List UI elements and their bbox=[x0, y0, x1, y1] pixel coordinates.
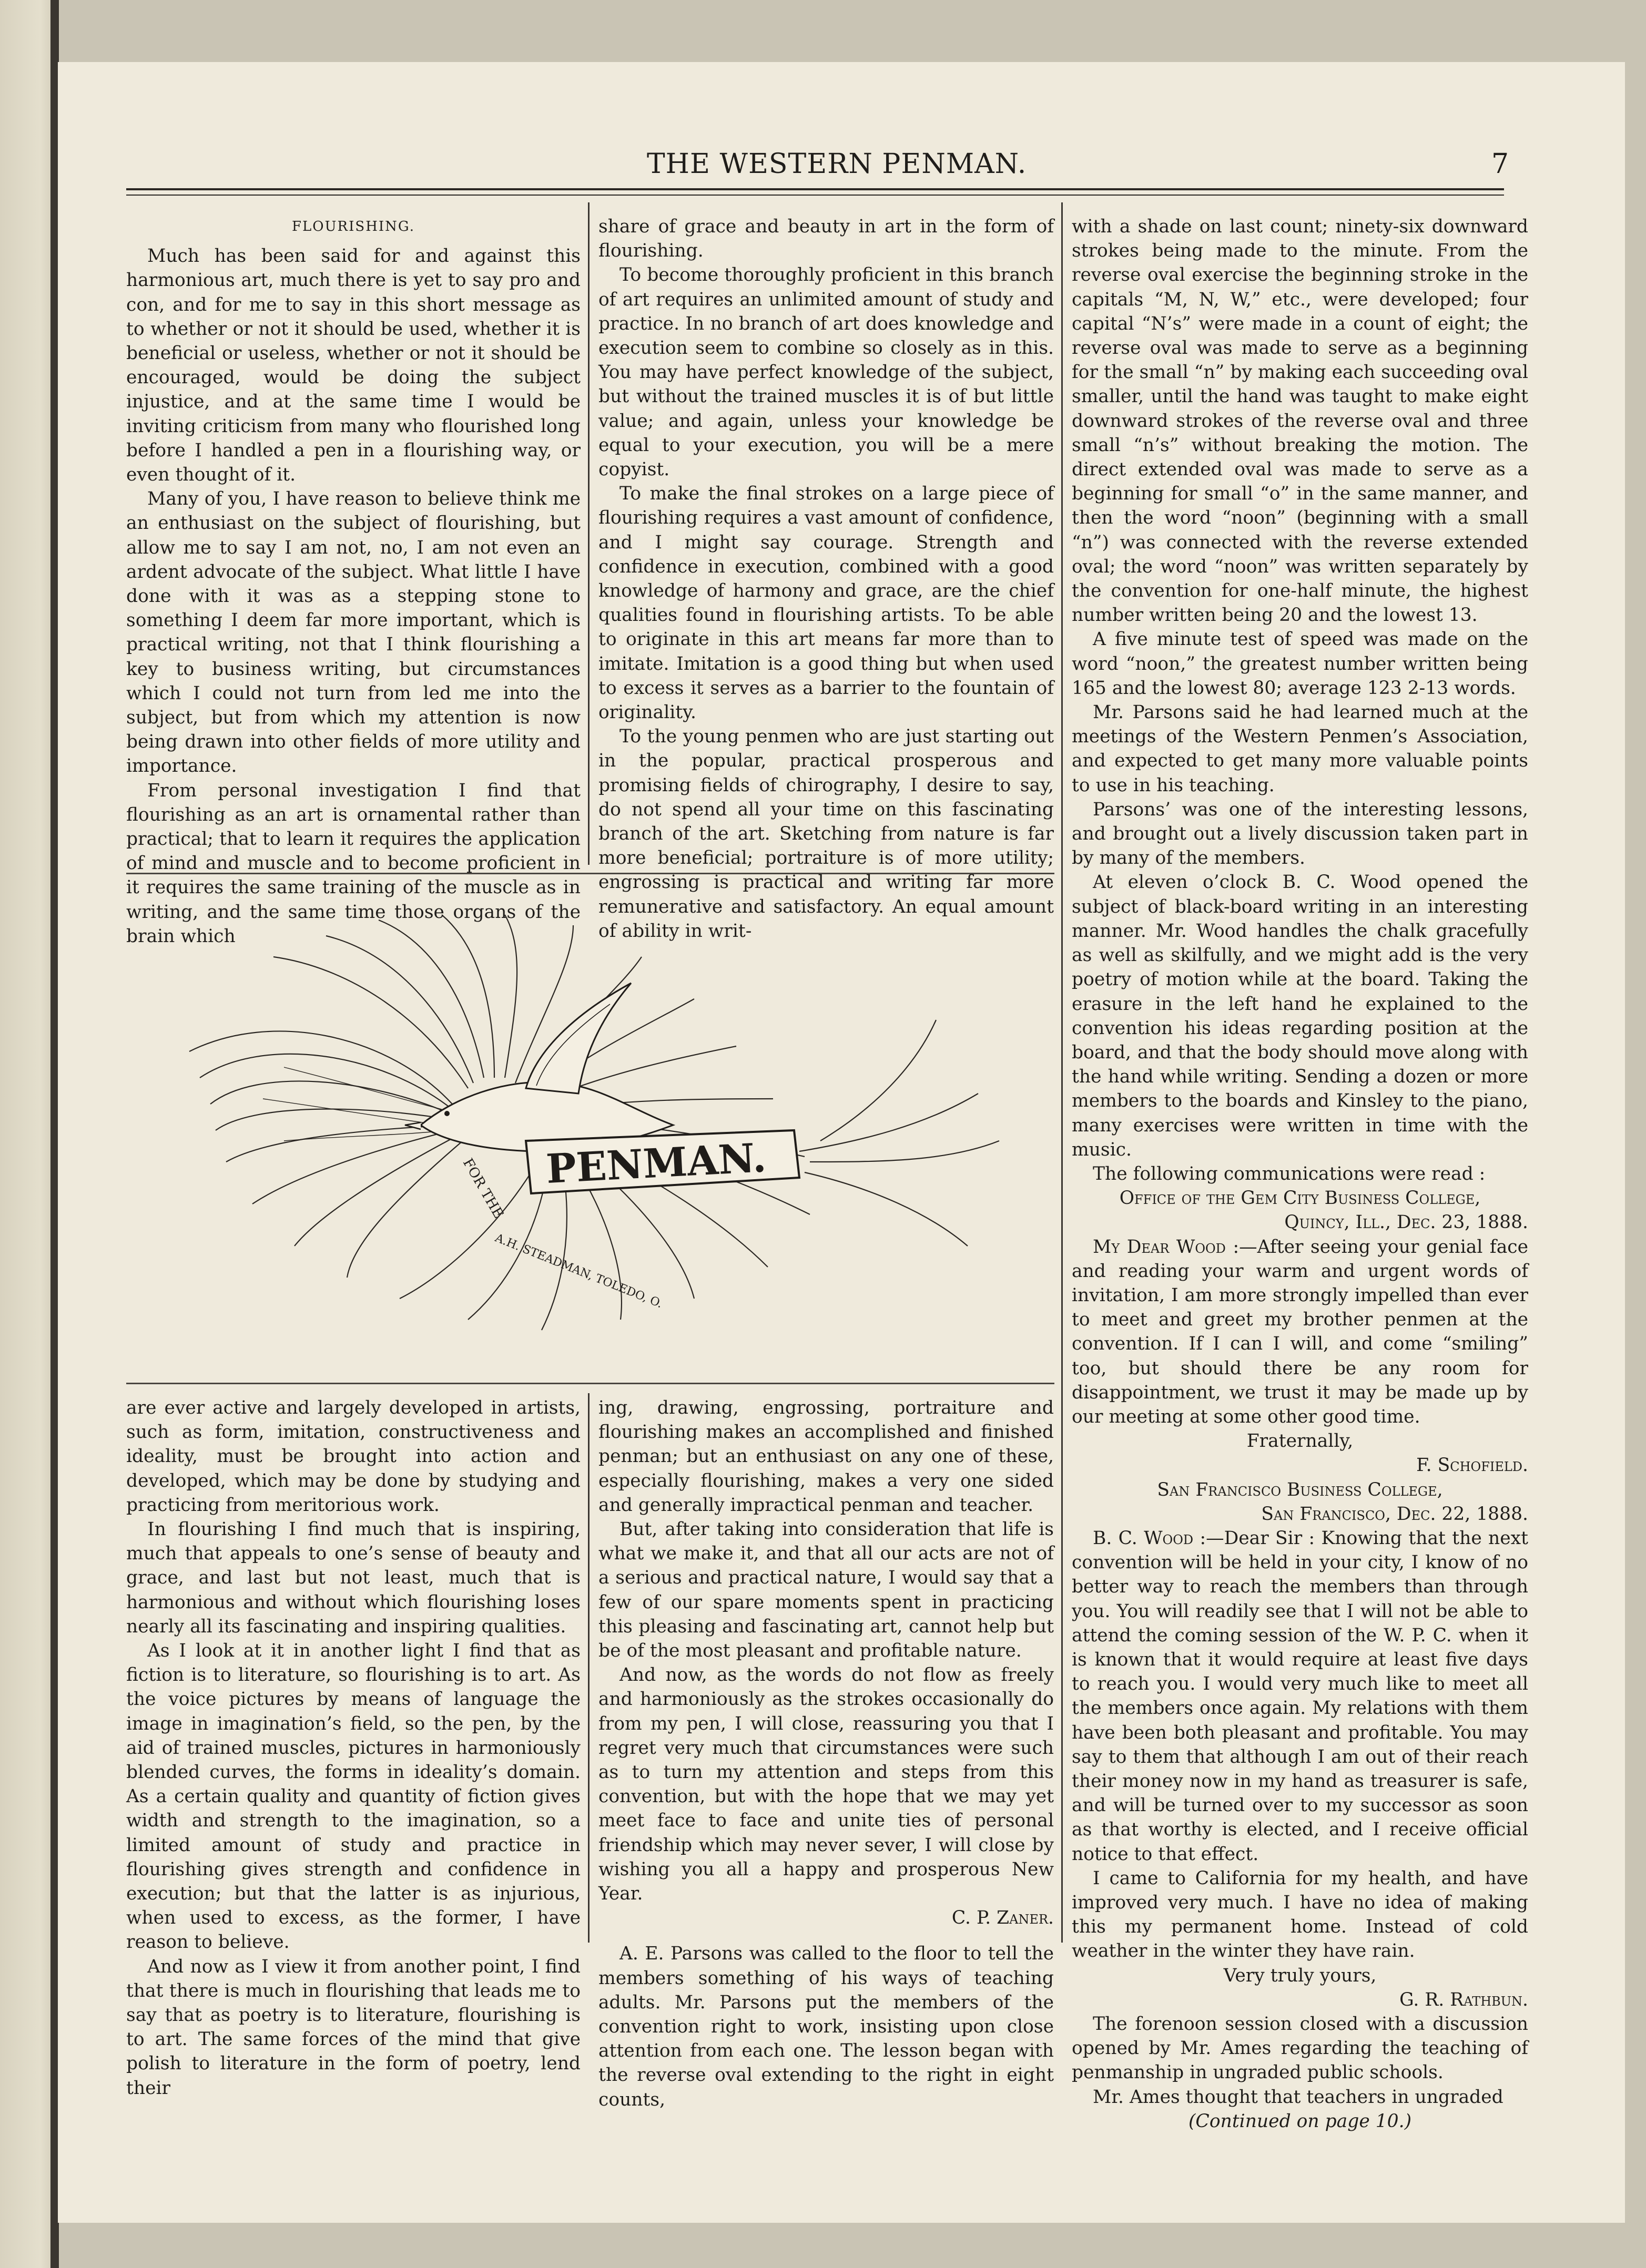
paragraph: And now as I view it from another point, I find that there is much in flourishing that leads me to say that as poetry is to literature, flourishing is to art. The same forces of the mind that give polish to literature in the form of poetry, lend their bbox=[126, 1956, 581, 2099]
paragraph: Many of you, I have reason to believe think me an enthusiast on the subject of flourishing, but allow me to say I am not, no, I am not even an ardent advocate of the subject. What little I have done with it was as a stepping stone to something I deem far more important, which is practical writing, not that I think flourishing a key to business writing, but circumstances which I could not turn from led me into the subject, but from which my attention is now being drawn into other fields of more utility and importance. bbox=[126, 488, 581, 777]
page-number: 7 bbox=[1491, 148, 1509, 180]
letter-heading: Office of the Gem City Business College, bbox=[1119, 1188, 1481, 1209]
letter-date: Quincy, Ill., Dec. 23, 1888. bbox=[1284, 1212, 1528, 1233]
paragraph: ing, drawing, engrossing, portraiture and flourishing makes an accomplished and finished penman; but an enthusiast on any one of these, especially flourishing, makes a very one sided and generally impractical penman and teacher. bbox=[598, 1397, 1054, 1516]
paragraph: Parsons’ was one of the interesting lessons, and brought out a lively discussion taken part in by many of the members. bbox=[1072, 799, 1528, 869]
paragraph: From personal investigation I find that flourishing as an art is ornamental rather than practical; that to learn it requires the application of mind and muscle and to become proficient in it requires the same training of the muscle as in writing, and the same time those organs of the brain which bbox=[126, 780, 581, 947]
article-heading: FLOURISHING. bbox=[292, 219, 415, 234]
letter-body bbox=[1072, 1235, 1528, 1429]
column-divider bbox=[588, 202, 590, 865]
paragraph: share of grace and beauty in art in the form of flourishing. bbox=[598, 216, 1054, 262]
letter-heading: San Francisco Business College, bbox=[1157, 1479, 1443, 1500]
running-head: THE WESTERN PENMAN. bbox=[647, 148, 1027, 180]
paragraph: I came to California for my health, and have improved very much. I have no idea of making this my permanent home. Instead of cold weather in the winter they have rain. bbox=[1072, 1867, 1528, 1962]
paragraph: A five minute test of speed was made on the word “noon,” the greatest number written being 165 and the lowest 80; average 123 2-13 words. bbox=[1072, 629, 1528, 699]
paragraph: To the young penmen who are just starting out in the popular, practical prosperous and promising fields of chirography, I desire to say, do not spend all your time on this fascinating branch of the art. Sketching from nature is far more beneficial; portraiture is of more utility; engrossing is practical and writing far more remunerative and satisfactory. An equal amount of ability in writ- bbox=[598, 726, 1054, 942]
header-rule-thin bbox=[126, 195, 1504, 196]
paragraph: To become thoroughly proficient in this branch of art requires an unlimited amount of study and practice. In no branch of art does knowledge and execution seem to combine so closely as in this. You may have perfect knowledge of the subject, but without the trained muscles it is of but little value; and again, unless your knowledge be equal to your execution, you will be a mere copyist. bbox=[598, 264, 1054, 481]
paragraph: Mr. Ames thought that teachers in ungraded bbox=[1093, 2086, 1503, 2108]
column-divider bbox=[588, 1393, 590, 1943]
author-signature: C. P. Zaner. bbox=[951, 1907, 1054, 1929]
paragraph: A. E. Parsons was called to the floor to tell the members something of his ways of teaching adults. Mr. Parsons put the members of the convention right to work, insisting upon close attention from each one. The lesson began with the reverse oval extending to the right in eight counts, bbox=[598, 1943, 1054, 2110]
article-column-1-continued bbox=[126, 1396, 581, 2100]
paragraph: As I look at it in another light I find that as fiction is to literature, so flourishing is to art. As the voice pictures by means of language the image in imagination’s field, so the pen, by the aid of trained muscles, pictures in harmoniously blended curves, the forms in ideality’s domain. As a certain quality and quantity of fiction gives width and strength to the imagination, so a limited amount of study and practice in flourishing gives strength and confidence in execution; but that the latter is as injurious, when used to excess, as the former, I have reason to believe. bbox=[126, 1640, 581, 1953]
paragraph: The forenoon session closed with a discussion opened by Mr. Ames regarding the teaching of penmanship in ungraded public schools. bbox=[1072, 2014, 1528, 2083]
paragraph: In flourishing I find much that is inspiring, much that appeals to one’s sense of beauty and grace, and last but not least, much that is harmonious and without which flourishing loses nearly all its fascinating and inspiring qualities. bbox=[126, 1519, 581, 1637]
letter-text: :—Dear Sir : Knowing that the next convention will be held in your city, I know of no better way to reach the members than through you. You will readily see that I will not be able to attend the coming session of the W. P. C. when it is known that it would require at least five days to reach you. I would very much like to meet all the members once again. My relations with them have been both pleasant and profitable. You may say to them that although I am out of their reach their money now in my hand as treasurer is safe, and will be turned over to my successor as soon as that worthy is elected, and I receive official notice to that effect. bbox=[1072, 1527, 1529, 1865]
letter-close: Fraternally, bbox=[1246, 1431, 1354, 1452]
letter-signature: F. Schofield. bbox=[1416, 1455, 1528, 1476]
article-column-3 bbox=[1072, 214, 1528, 2133]
paragraph: At eleven o’clock B. C. Wood opened the subject of black-board writing in an interesting manner. Mr. Wood handles the chalk gracefully as well as skilfully, and we might add is the very poetry of motion while at the board. Taking the erasure in the left hand he explained to the convention his ideas regarding position at the board, and that the body should move along with the hand while writing. Sending a dozen or more members to the boards and Kinsley to the piano, many exercises were written in time with the music. bbox=[1072, 872, 1528, 1160]
paragraph: Mr. Parsons said he had learned much at the meetings of the Western Penmen’s Association, and expected to get many more valuable points to use in his teaching. bbox=[1072, 702, 1528, 796]
book-spine bbox=[0, 0, 58, 2268]
header-rule bbox=[126, 188, 1504, 190]
letter-close: Very truly yours, bbox=[1223, 1965, 1377, 1986]
paragraph: are ever active and largely developed in artists, such as form, imitation, constructiveness and ideality, must be brought into action and developed, which may be done by studying and practicing from meritorious work. bbox=[126, 1397, 581, 1516]
artist-signature: A.H. STEADMAN, TOLEDO, O. bbox=[493, 1231, 665, 1311]
letter-date: San Francisco, Dec. 22, 1888. bbox=[1261, 1503, 1528, 1525]
paragraph: And now, as the words do not flow as freely and harmoniously as the strokes occasionally do from my pen, I will close, reassuring you that I regret very much that circumstances were such as to turn my attention and steps from this convention, but with the hope that we may yet meet face to face and unite ties of personal friendship which may never sever, I will close by wishing you all a happy and prosperous New Year. bbox=[598, 1664, 1054, 1905]
column-divider bbox=[1061, 202, 1063, 1943]
paragraph: Much has been said for and against this harmonious art, much there is yet to say pro and con, and for me to say in this short message as to whether or not it should be used, whether it is beneficial or useless, whether or not it should be encouraged, would be doing the subject injustice, and at the same time I would be inviting criticism from many who flourished long before I handled a pen in a flourishing way, or even thought of it. bbox=[126, 246, 581, 486]
illustration-rule-bottom bbox=[126, 1383, 1054, 1384]
article-column-2 bbox=[598, 214, 1054, 943]
paragraph: with a shade on last count; ninety-six downward strokes being made to the minute. From the reverse oval exercise the beginning stroke in the capitals “M, N, W,” etc., were developed; four capital “N’s” were made in a count of eight; the reverse oval was made to serve as a beginning for the small “n” by making each succeeding oval smaller, until the hand was taught to make eight downward strokes of the reverse oval and three small “n’s” without breaking the motion. The direct extended oval was made to serve as a beginning for small “o” in the same manner, and then the word “noon” (beginning with a small “n”) was connected with the reverse extended oval; the word “noon” was written separately by the convention for one-half minute, the highest number written being 20 and the lowest 13. bbox=[1072, 216, 1528, 626]
bird-flourish-drawing bbox=[126, 878, 1052, 1383]
letter-salutation: My Dear Wood bbox=[1093, 1236, 1226, 1258]
paragraph: The following communications were read : bbox=[1093, 1163, 1486, 1184]
letter-body bbox=[1072, 1526, 1528, 1866]
letter-salutation: B. C. Wood bbox=[1093, 1527, 1194, 1549]
flourish-illustration bbox=[126, 878, 1052, 1383]
paragraph: To make the final strokes on a large piece of flourishing requires a vast amount of confidence, and I might say courage. Strength and confidence in execution, combined with a good knowledge of harmony and grace, are the chief qualities found in flourishing artists. To be able to originate in this art means far more than to imitate. Imitation is a good thing but when used to excess it serves as a barrier to the fountain of originality. bbox=[598, 483, 1054, 723]
continued-note: (Continued on page 10.) bbox=[1188, 2110, 1412, 2132]
article-column-1 bbox=[126, 214, 581, 948]
article-column-2-continued bbox=[598, 1396, 1054, 2112]
for-the-text: FOR THE bbox=[459, 1156, 507, 1221]
banner-text: PENMAN. bbox=[545, 1134, 768, 1192]
paragraph: But, after taking into consideration that life is what we make it, and that all our acts are not of a serious and practical nature, I would say that a few of our spare moments spent in practicing this pleasing and fascinating art, cannot help but be of the most pleasant and profitable nature. bbox=[598, 1519, 1054, 1662]
letter-text: :—After seeing your genial face and reading your warm and urgent words of invitation, I am more strongly impelled than ever to meet and greet my brother penmen at the convention. If I can I will, and come “smiling” too, but should there be any room for disappointment, we trust it may be made up by our meeting at some other good time. bbox=[1072, 1236, 1528, 1427]
letter-signature: G. R. Rathbun. bbox=[1399, 1989, 1528, 2010]
